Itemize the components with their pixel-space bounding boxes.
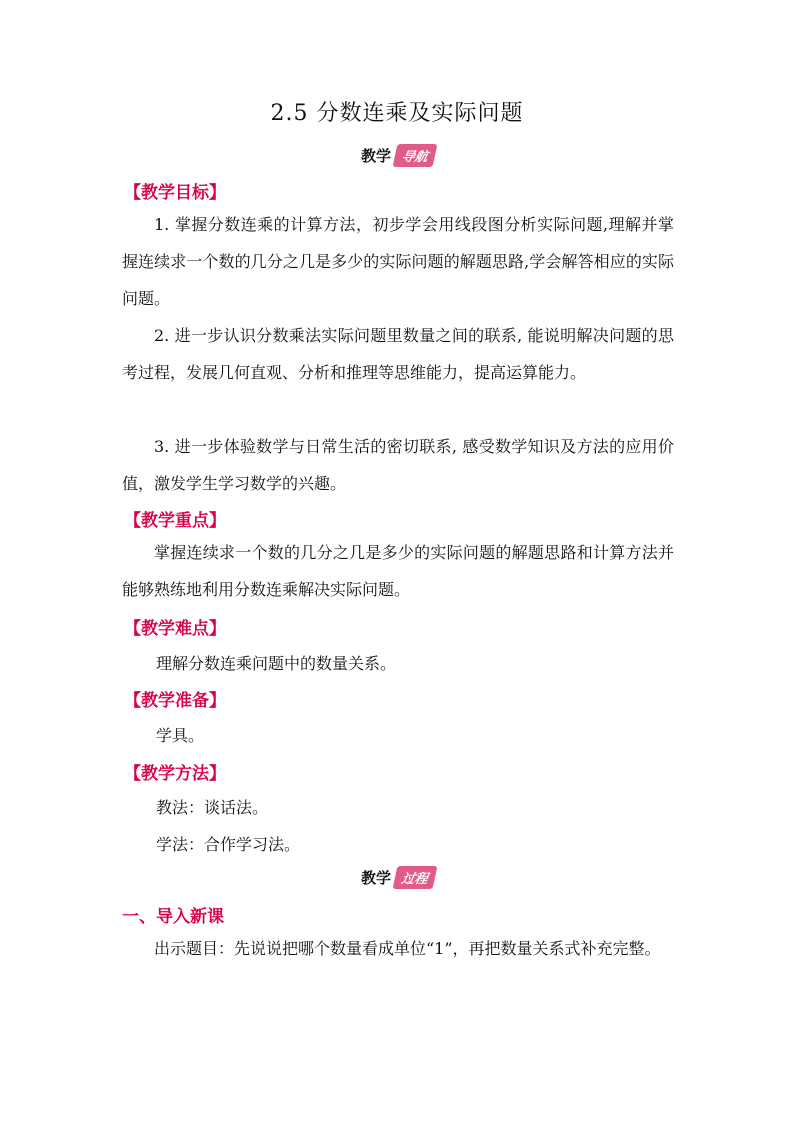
difficulties-text: 理解分数连乘问题中的数量关系。: [156, 654, 397, 673]
badge-process-right: 过程: [393, 866, 438, 889]
key-points-text: 掌握连续求一个数的几分之几是多少的实际问题的解题思路和计算方法并能够熟练地利用分数连乘解决实际问题。: [122, 543, 674, 599]
teaching-process-badge: [0, 866, 794, 889]
preparation-text: 学具。: [156, 726, 205, 745]
intro-section-heading: 一、导入新课: [122, 907, 224, 927]
goal-item-1: 1. 掌握分数连乘的计算方法，初步学会用线段图分析实际问题,理解并掌握连续求一个数的几分之几是多少的实际问题的解题思路,学会解答相应的实际问题。: [122, 215, 674, 308]
goal-item-2: 2. 进一步认识分数乘法实际问题里数量之间的联系, 能说明解决问题的思考过程，发展几何直观、分析和推理等思维能力，提高运算能力。: [122, 326, 674, 382]
teaching-guide-badge: [0, 144, 794, 167]
badge-process-left: 教学: [360, 869, 391, 887]
methods-teach: 教法：谈话法。: [156, 798, 269, 817]
preparation-heading: 【教学准备】: [124, 691, 226, 711]
goal-item-3: 3. 进一步体验数学与日常生活的密切联系, 感受数学知识及方法的应用价值，激发学生学习数学的兴趣。: [122, 437, 674, 493]
methods-learn: 学法：合作学习法。: [156, 835, 301, 854]
badge-nav-right: 导航: [393, 144, 438, 167]
goals-heading: 【教学目标】: [124, 183, 226, 203]
difficulties-heading: 【教学难点】: [124, 619, 226, 639]
key-points-heading: 【教学重点】: [124, 511, 226, 531]
intro-section-text: 出示题目：先说说把哪个数量看成单位“1”，再把数量关系式补充完整。: [154, 939, 661, 958]
methods-heading: 【教学方法】: [124, 764, 226, 784]
badge-nav-left: 教学: [360, 147, 391, 165]
page-title: 2.5 分数连乘及实际问题: [270, 101, 524, 126]
